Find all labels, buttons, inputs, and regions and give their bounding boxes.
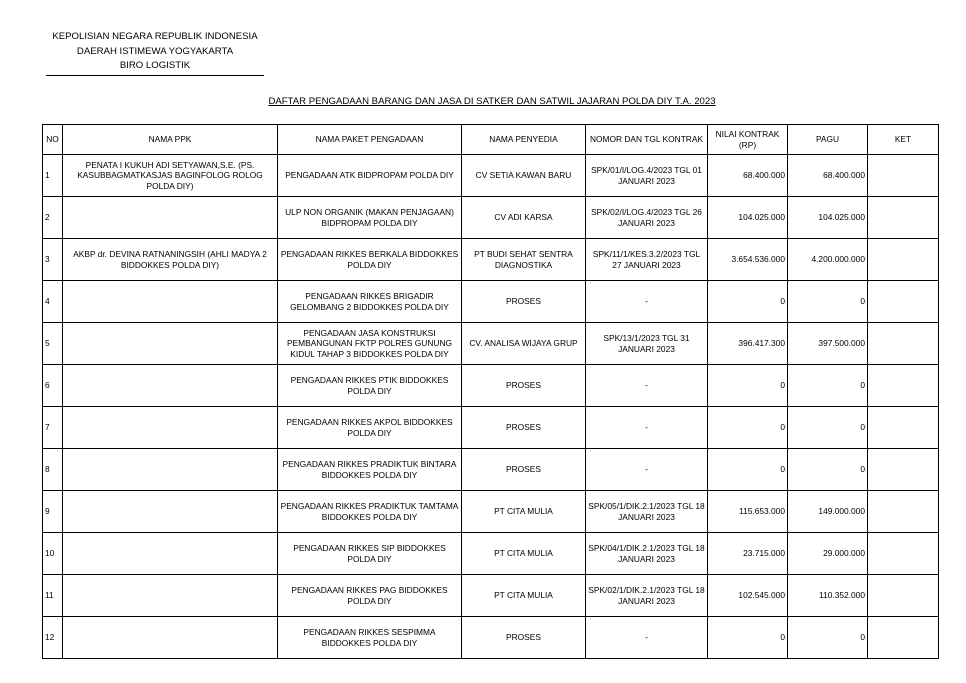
table-row	[43, 323, 939, 365]
document-title-wrap	[0, 96, 966, 107]
cell-nama-penyedia: PROSES	[462, 617, 586, 659]
cell-ket	[868, 533, 939, 575]
cell-nama-penyedia: PT CITA MULIA	[462, 575, 586, 617]
table-row	[43, 365, 939, 407]
cell-no: 2	[43, 197, 63, 239]
cell-ket	[868, 617, 939, 659]
cell-nama-ppk: PENATA I KUKUH ADI SETYAWAN,S.E. (PS. KASUBBAGMATKASJAS BAGINFOLOG ROLOG POLDA DIY)	[63, 155, 278, 197]
table-row	[43, 407, 939, 449]
cell-no: 10	[43, 533, 63, 575]
cell-nomor-kontrak: SPK/02/I/LOG.4/2023 TGL 26 JANUARI 2023	[586, 197, 708, 239]
table-row	[43, 239, 939, 281]
cell-no: 4	[43, 281, 63, 323]
org-unit-line: BIRO LOGISTIK	[119, 60, 191, 71]
cell-nama-ppk	[63, 323, 278, 365]
cell-nama-penyedia: CV. ANALISA WIJAYA GRUP	[462, 323, 586, 365]
cell-ket	[868, 281, 939, 323]
table-row	[43, 197, 939, 239]
cell-no: 3	[43, 239, 63, 281]
cell-pagu: 0	[788, 449, 868, 491]
cell-pagu: 397.500.000	[788, 323, 868, 365]
cell-ket	[868, 575, 939, 617]
cell-pagu: 4.200.000.000	[788, 239, 868, 281]
cell-nomor-kontrak: -	[586, 617, 708, 659]
cell-ket	[868, 239, 939, 281]
cell-nama-penyedia: PROSES	[462, 449, 586, 491]
cell-no: 11	[43, 575, 63, 617]
cell-pagu: 110.352.000	[788, 575, 868, 617]
cell-nomor-kontrak: SPK/04/1/DIK.2.1/2023 TGL 18 JANUARI 2023	[586, 533, 708, 575]
cell-nilai-kontrak: 104.025.000	[708, 197, 788, 239]
cell-nomor-kontrak: SPK/11/1/KES.3.2/2023 TGL 27 JANUARI 2023	[586, 239, 708, 281]
cell-ket	[868, 155, 939, 197]
cell-nilai-kontrak: 115.653.000	[708, 491, 788, 533]
cell-nama-penyedia: PROSES	[462, 365, 586, 407]
cell-nama-paket: PENGADAAN RIKKES BERKALA BIDDOKKES POLDA DIY	[278, 239, 462, 281]
cell-no: 12	[43, 617, 63, 659]
col-header-paket: NAMA PAKET PENGADAAN	[278, 125, 462, 155]
table-row	[43, 155, 939, 197]
col-header-pagu: PAGU	[788, 125, 868, 155]
cell-pagu: 0	[788, 407, 868, 449]
cell-no: 5	[43, 323, 63, 365]
cell-nama-penyedia: CV ADI KARSA	[462, 197, 586, 239]
cell-nama-paket: PENGADAAN RIKKES BRIGADIR GELOMBANG 2 BIDDOKKES POLDA DIY	[278, 281, 462, 323]
cell-nama-paket: PENGADAAN RIKKES SESPIMMA BIDDOKKES POLDA DIY	[278, 617, 462, 659]
cell-nama-paket: PENGADAAN RIKKES SIP BIDDOKKES POLDA DIY	[278, 533, 462, 575]
cell-nama-paket: PENGADAAN RIKKES PTIK BIDDOKKES POLDA DIY	[278, 365, 462, 407]
cell-no: 7	[43, 407, 63, 449]
cell-pagu: 104.025.000	[788, 197, 868, 239]
table-header-row	[43, 125, 939, 155]
cell-pagu: 0	[788, 365, 868, 407]
cell-pagu: 149.000.000	[788, 491, 868, 533]
cell-pagu: 29.000.000	[788, 533, 868, 575]
cell-nama-ppk	[63, 365, 278, 407]
col-header-penyedia: NAMA PENYEDIA	[462, 125, 586, 155]
cell-nama-penyedia: CV SETIA KAWAN BARU	[462, 155, 586, 197]
table-row	[43, 533, 939, 575]
cell-nama-paket: ULP NON ORGANIK (MAKAN PENJAGAAN) BIDPROPAM POLDA DIY	[278, 197, 462, 239]
cell-nama-ppk	[63, 197, 278, 239]
cell-nama-ppk	[63, 449, 278, 491]
cell-ket	[868, 407, 939, 449]
cell-nama-ppk	[63, 617, 278, 659]
cell-nilai-kontrak: 0	[708, 365, 788, 407]
cell-nama-ppk	[63, 281, 278, 323]
col-header-nilai: NILAI KONTRAK (RP)	[708, 125, 788, 155]
letterhead-rule	[46, 75, 264, 76]
org-region-line: DAERAH ISTIMEWA YOGYAKARTA	[76, 45, 234, 57]
cell-nama-ppk	[63, 407, 278, 449]
cell-pagu: 68.400.000	[788, 155, 868, 197]
cell-nilai-kontrak: 3.654.536.000	[708, 239, 788, 281]
cell-nama-ppk	[63, 533, 278, 575]
cell-nama-paket: PENGADAAN RIKKES PRADIKTUK TAMTAMA BIDDOKKES POLDA DIY	[278, 491, 462, 533]
cell-nama-penyedia: PT CITA MULIA	[462, 491, 586, 533]
cell-ket	[868, 449, 939, 491]
cell-ket	[868, 365, 939, 407]
cell-nilai-kontrak: 23.715.000	[708, 533, 788, 575]
cell-no: 8	[43, 449, 63, 491]
cell-nomor-kontrak: -	[586, 407, 708, 449]
table-row	[43, 449, 939, 491]
cell-ket	[868, 323, 939, 365]
cell-nilai-kontrak: 68.400.000	[708, 155, 788, 197]
cell-nilai-kontrak: 0	[708, 281, 788, 323]
cell-nilai-kontrak: 0	[708, 407, 788, 449]
col-header-kontrak: NOMOR DAN TGL KONTRAK	[586, 125, 708, 155]
cell-nama-paket: PENGADAAN RIKKES PAG BIDDOKKES POLDA DIY	[278, 575, 462, 617]
document-title: DAFTAR PENGADAAN BARANG DAN JASA DI SATKER DAN SATWIL JAJARAN POLDA DIY T.A. 2023	[268, 96, 716, 107]
table-row	[43, 617, 939, 659]
procurement-table	[42, 124, 939, 659]
cell-nama-penyedia: PROSES	[462, 281, 586, 323]
table-body	[43, 155, 939, 659]
cell-no: 9	[43, 491, 63, 533]
cell-nomor-kontrak: SPK/02/1/DIK.2.1/2023 TGL 18 JANUARI 2023	[586, 575, 708, 617]
table-row	[43, 575, 939, 617]
cell-nomor-kontrak: SPK/13/1/2023 TGL 31 JANUARI 2023	[586, 323, 708, 365]
cell-nama-ppk	[63, 491, 278, 533]
cell-nama-penyedia: PT CITA MULIA	[462, 533, 586, 575]
cell-ket	[868, 491, 939, 533]
cell-ket	[868, 197, 939, 239]
org-name-line: KEPOLISIAN NEGARA REPUBLIK INDONESIA	[52, 31, 258, 42]
cell-nilai-kontrak: 0	[708, 449, 788, 491]
cell-nomor-kontrak: -	[586, 281, 708, 323]
cell-nama-penyedia: PT BUDI SEHAT SENTRA DIAGNOSTIKA	[462, 239, 586, 281]
col-header-no: NO	[43, 125, 63, 155]
cell-nilai-kontrak: 0	[708, 617, 788, 659]
cell-pagu: 0	[788, 617, 868, 659]
table-row	[43, 281, 939, 323]
cell-pagu: 0	[788, 281, 868, 323]
cell-nomor-kontrak: SPK/01/I/LOG.4/2023 TGL 01 JANUARI 2023	[586, 155, 708, 197]
col-header-ket: KET	[868, 125, 939, 155]
cell-nomor-kontrak: -	[586, 449, 708, 491]
cell-nama-paket: PENGADAAN ATK BIDPROPAM POLDA DIY	[278, 155, 462, 197]
cell-nama-ppk	[63, 575, 278, 617]
cell-nilai-kontrak: 396.417.300	[708, 323, 788, 365]
cell-nama-paket: PENGADAAN RIKKES PRADIKTUK BINTARA BIDDOKKES POLDA DIY	[278, 449, 462, 491]
col-header-ppk: NAMA PPK	[63, 125, 278, 155]
letterhead	[30, 30, 280, 76]
cell-nama-ppk: AKBP dr. DEVINA RATNANINGSIH (AHLI MADYA 2 BIDDOKKES POLDA DIY)	[63, 239, 278, 281]
cell-nama-paket: PENGADAAN JASA KONSTRUKSI PEMBANGUNAN FKTP POLRES GUNUNG KIDUL TAHAP 3 BIDDOKKES POLDA DIY	[278, 323, 462, 365]
cell-nomor-kontrak: -	[586, 365, 708, 407]
cell-nama-penyedia: PROSES	[462, 407, 586, 449]
cell-nomor-kontrak: SPK/05/1/DIK.2.1/2023 TGL 18 JANUARI 2023	[586, 491, 708, 533]
cell-nilai-kontrak: 102.545.000	[708, 575, 788, 617]
cell-no: 1	[43, 155, 63, 197]
cell-nama-paket: PENGADAAN RIKKES AKPOL BIDDOKKES POLDA DIY	[278, 407, 462, 449]
table-row	[43, 491, 939, 533]
cell-no: 6	[43, 365, 63, 407]
